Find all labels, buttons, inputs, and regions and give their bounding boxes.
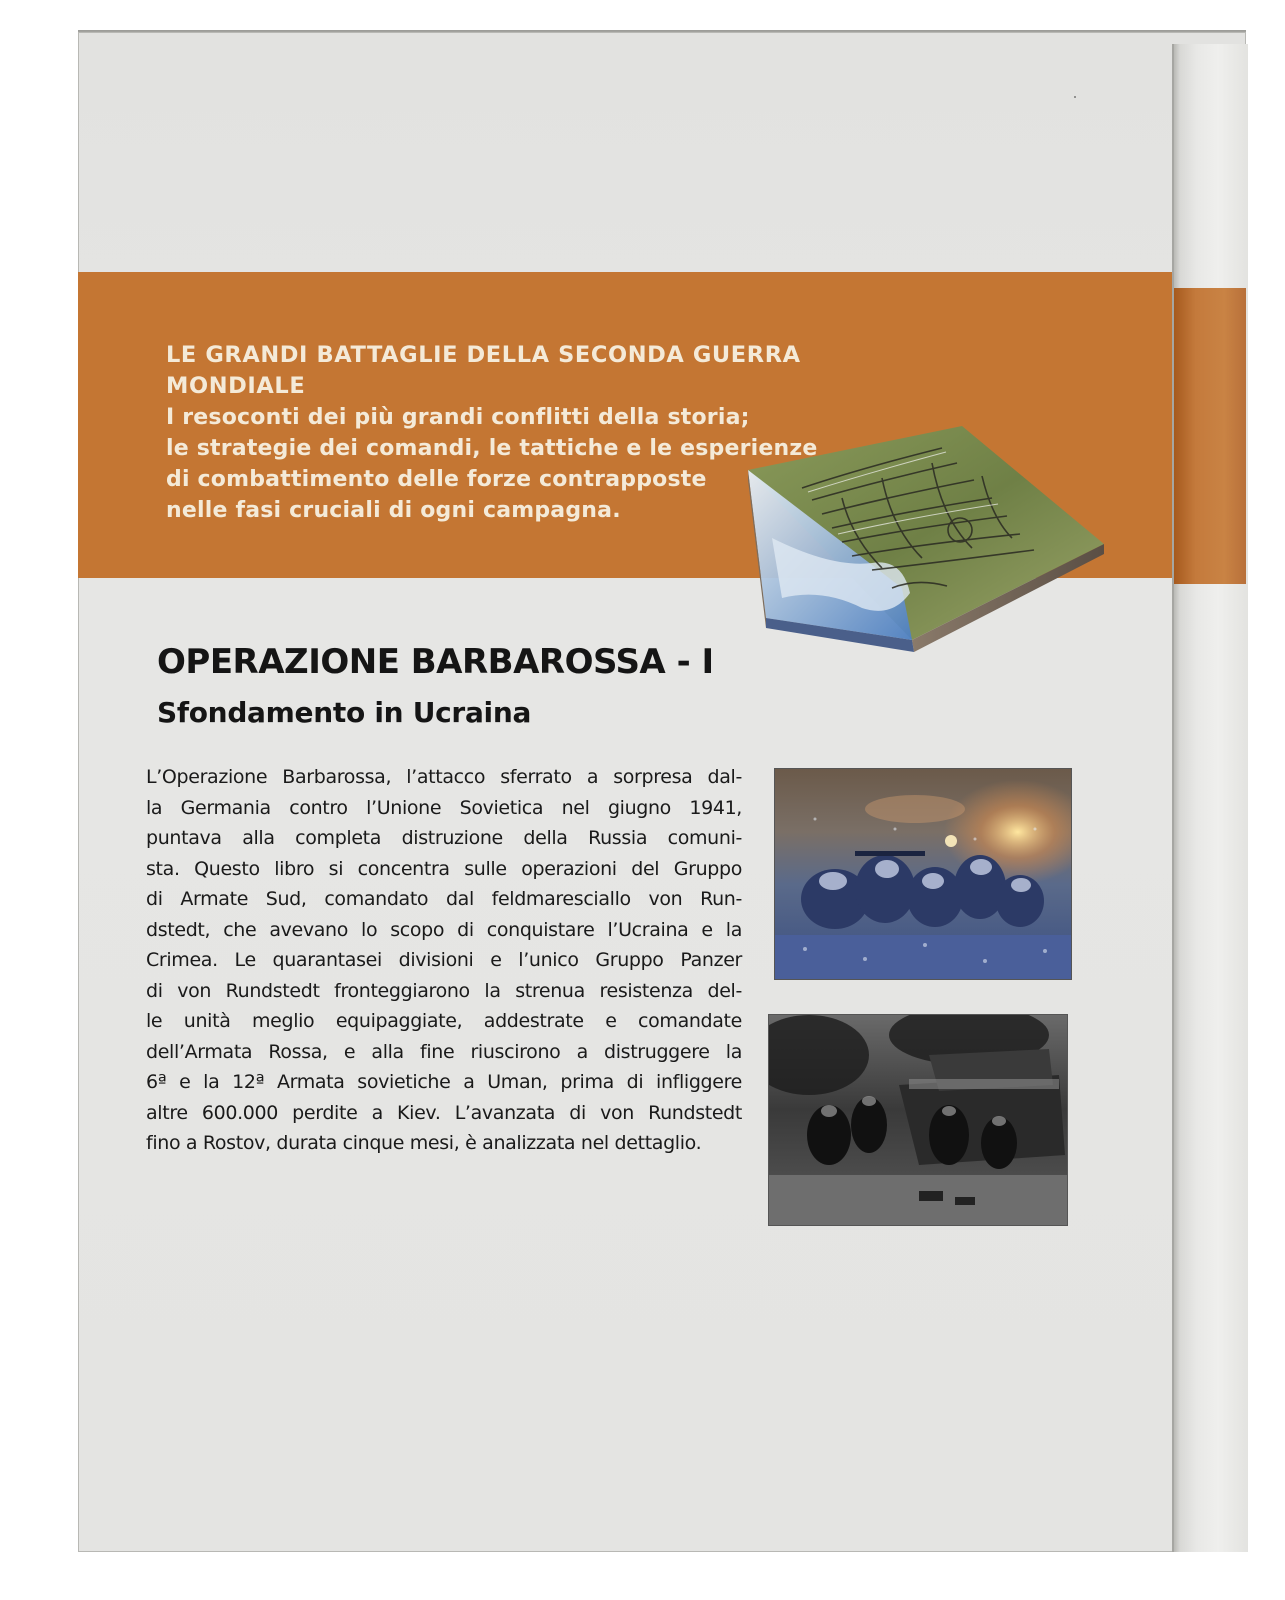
description-line: 6ª e la 12ª Armata sovietiche a Uman, prima di infliggere — [146, 1071, 742, 1093]
book-spine — [1172, 44, 1248, 1552]
series-blurb-line: I resoconti dei più grandi conflitti della storia; — [166, 405, 750, 430]
book-subtitle: Sfondamento in Ucraina — [157, 696, 532, 729]
series-blurb-line: nelle fasi cruciali di ogni campagna. — [166, 498, 621, 523]
description-line: di von Rundstedt fronteggiarono la strenua resistenza del- — [146, 979, 742, 1002]
series-blurb-line: di combattimento delle forze contrapposte — [166, 467, 707, 492]
spine-orange-band — [1174, 288, 1246, 584]
description-line: la Germania contro l’Unione Sovietica nel giugno 1941, — [146, 796, 742, 819]
description-line: sta. Questo libro si concentra sulle operazioni del Gruppo — [146, 857, 742, 880]
description-line: altre 600.000 perdite a Kiev. L’avanzata di von Rundstedt — [146, 1101, 742, 1124]
description-line: dell’Armata Rossa, e alla fine riuscirono a distruggere la — [146, 1040, 742, 1063]
description-line: dstedt, che avevano lo scopo di conquistare l’Ucraina e la — [146, 918, 742, 941]
series-blurb-line: le strategie dei comandi, le tattiche e le esperienze — [166, 436, 818, 461]
tank-soldiers-photo — [768, 1014, 1068, 1226]
series-name: LE GRANDI BATTAGLIE DELLA SECONDA GUERRA MONDIALE — [166, 342, 801, 399]
description-line: fino a Rostov, durata cinque mesi, è analizzata nel dettaglio. — [146, 1132, 702, 1154]
book-description — [146, 762, 742, 1159]
description-line: Crimea. Le quarantasei divisioni e l’unico Gruppo Panzer — [146, 949, 742, 971]
winter-battle-painting — [774, 768, 1072, 980]
description-line: di Armate Sud, comandato dal feldmaresciallo von Run- — [146, 888, 742, 910]
book-title: OPERAZIONE BARBAROSSA - I — [157, 642, 714, 682]
cover-speck — [1074, 96, 1076, 98]
description-line: le unità meglio equipaggiate, addestrate e comandate — [146, 1010, 742, 1032]
terrain-map-illustration — [742, 418, 1122, 658]
description-line: puntava alla completa distruzione della Russia comuni- — [146, 827, 742, 849]
description-line: L’Operazione Barbarossa, l’attacco sferrato a sorpresa dal- — [146, 766, 742, 788]
